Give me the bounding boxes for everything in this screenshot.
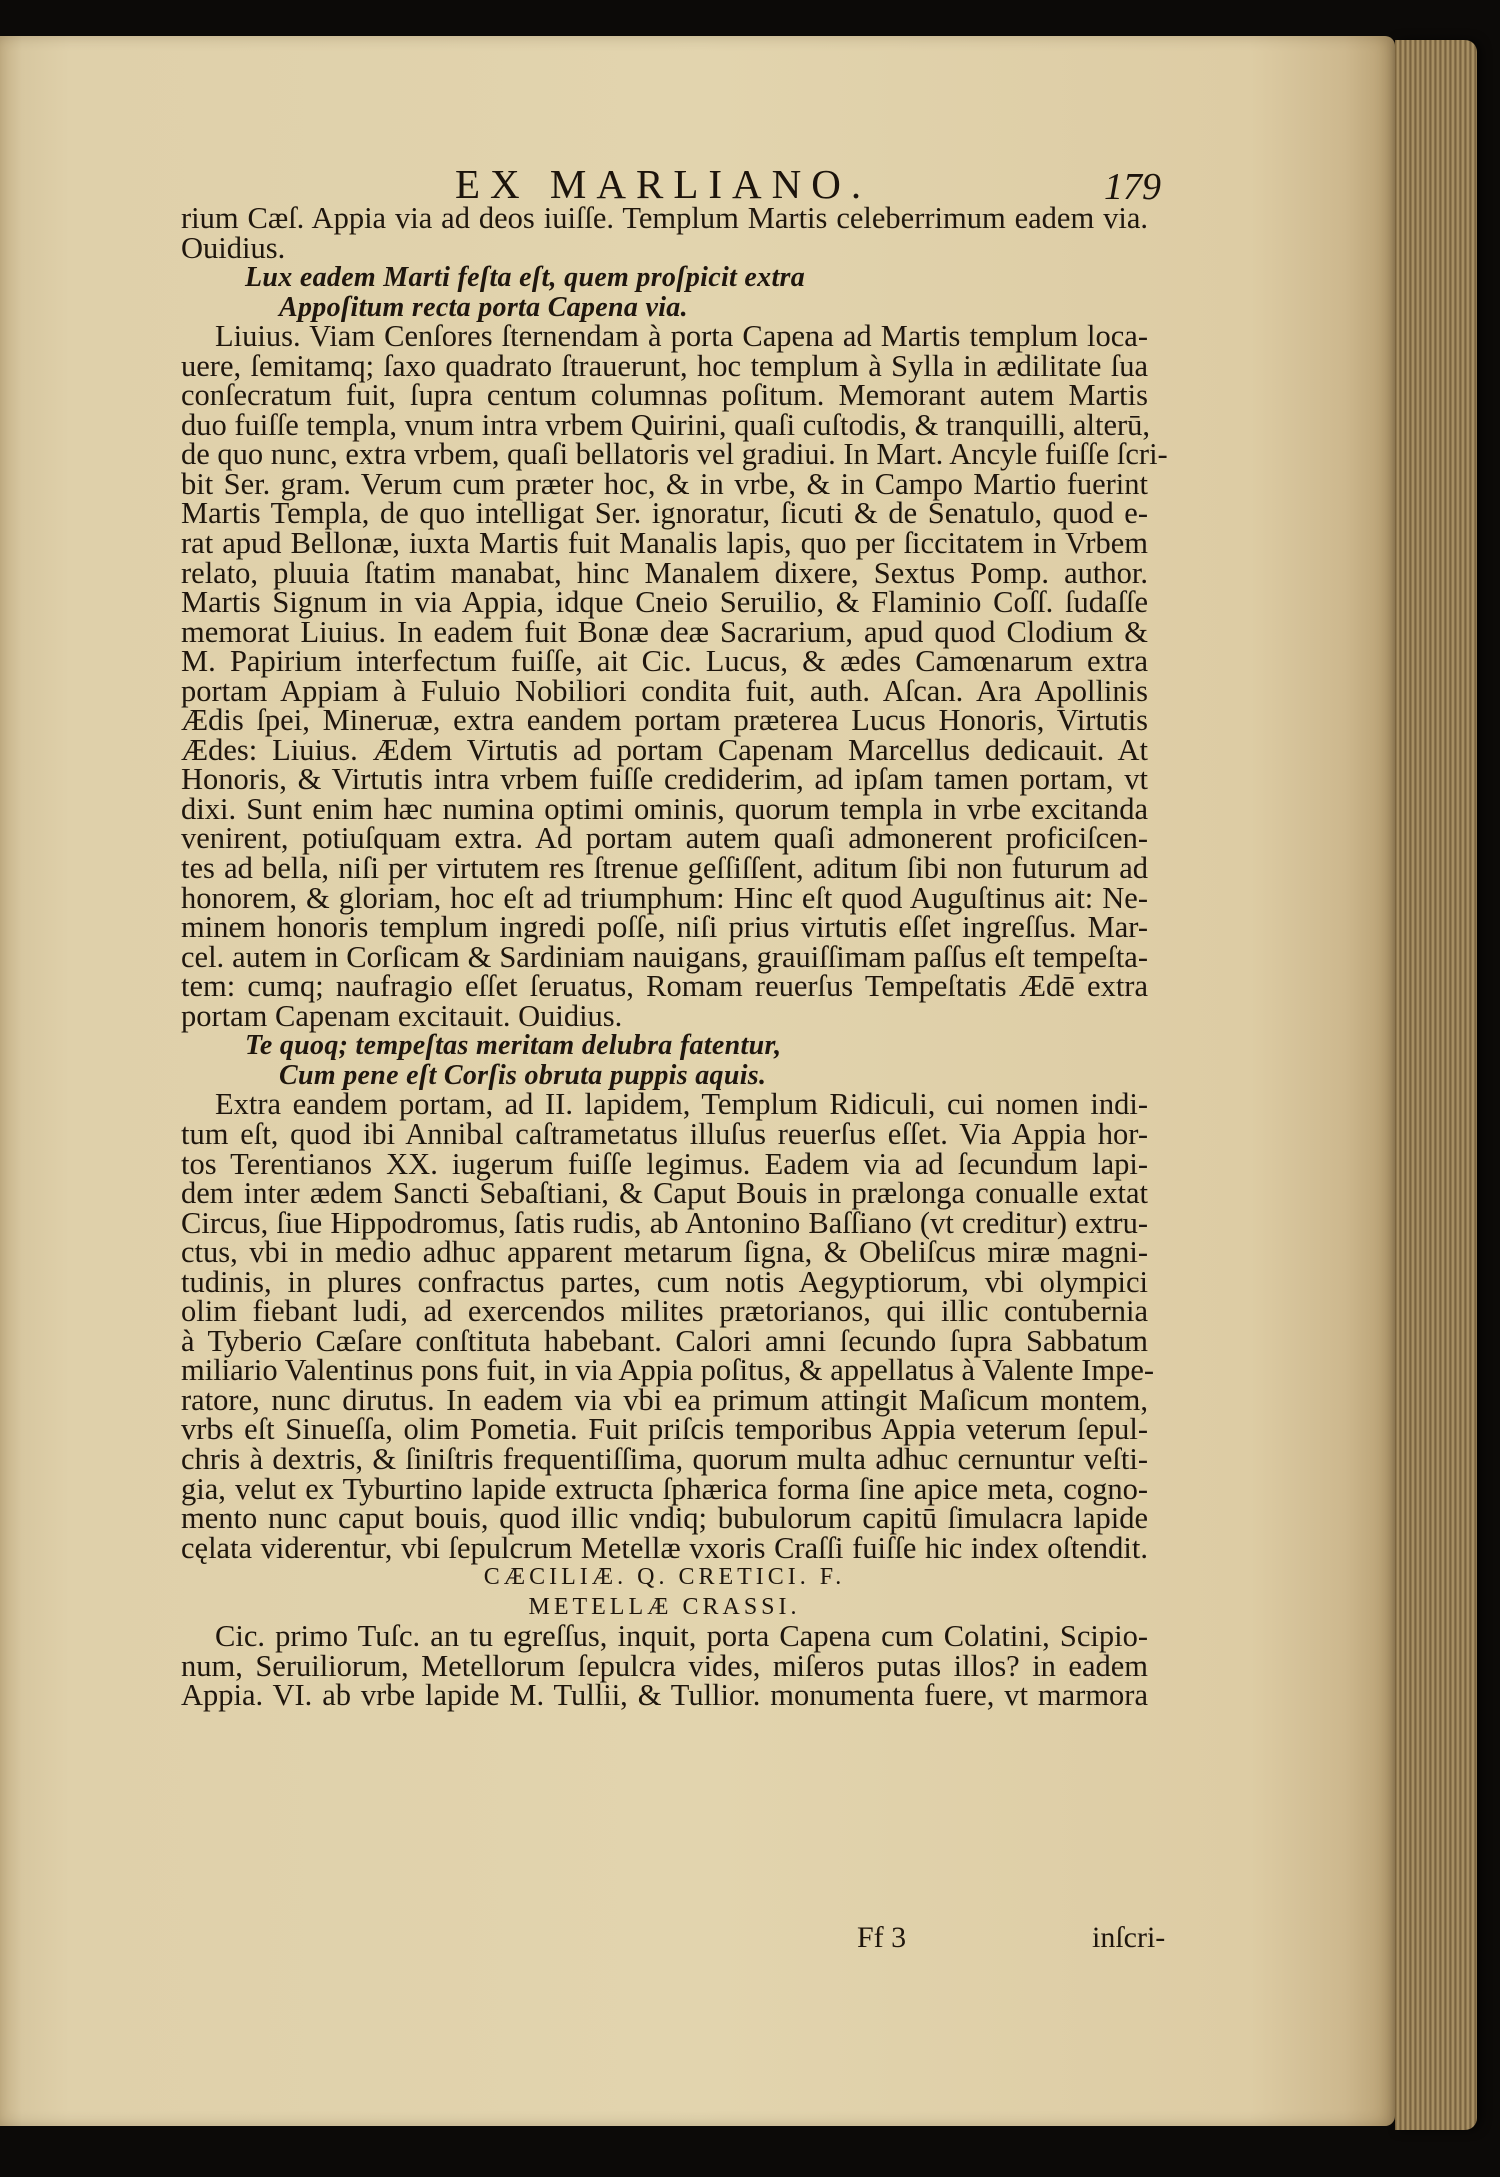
- folio-number: 179: [1104, 166, 1161, 208]
- text-line: rium Cæſ. Appia via ad deos iuiſſe. Templum Martis celeberrimum eadem via.: [181, 201, 1148, 235]
- verse-line: Lux eadem Marti feſta eſt, quem proſpicit extra: [245, 262, 806, 294]
- running-title: EX MARLIANO.: [455, 161, 872, 207]
- text-line: tum eſt, quod ibi Annibal caſtrametatus illuſus reuerſus eſſet. Via Appia hor-: [181, 1116, 1148, 1151]
- text-line: vrbs eſt Sinueſſa, olim Pometia. Fuit priſcis temporibus Appia veterum ſepul-: [181, 1412, 1148, 1447]
- inscription-line: CÆCILIÆ. Q. CRETICI. F.: [483, 1564, 846, 1591]
- text-line: Honoris, & Virtutis intra vrbem fuiſſe crediderim, ad ipſam tamen portam, vt: [181, 762, 1148, 797]
- inscription-line: METELLÆ CRASSI.: [528, 1593, 801, 1620]
- text-line: Circus, ſiue Hippodromus, ſatis rudis, ab Antonino Baſſiano (vt creditur) extru-: [181, 1205, 1148, 1240]
- text-line: cęlata viderentur, vbi ſepulcrum Metellæ vxoris Craſſi fuiſſe hic index oſtendit.: [181, 1530, 1148, 1565]
- book-fore-edge: [1395, 40, 1477, 2130]
- text-line: memorat Liuius. In eadem fuit Bonæ deæ Sacrarium, apud quod Clodium &: [181, 614, 1148, 649]
- text-line: tudinis, in plures confractus partes, cum notis Aegyptiorum, vbi olympici: [181, 1264, 1148, 1299]
- text-line: relato, pluuia ſtatim manabat, hinc Manalem dixere, Sextus Pomp. author.: [181, 555, 1148, 590]
- text-line: uere, ſemitamq; ſaxo quadrato ſtrauerunt, hoc templum à Sylla in ædilitate ſua: [181, 348, 1148, 383]
- text-line: tos Terentianos XX. iugerum fuiſſe legimus. Eadem via ad ſecundum lapi-: [181, 1146, 1148, 1181]
- text-line: gia, velut ex Tyburtino lapide extructa ſphærica forma ſine apice meta, cogno-: [181, 1471, 1148, 1506]
- text-line: Cic. primo Tuſc. an tu egreſſus, inquit, porta Capena cum Colatini, Scipio-: [215, 1619, 1148, 1654]
- text-line: num, Seruiliorum, Metellorum ſepulcra vides, miſeros putas illos? in eadem: [181, 1648, 1148, 1683]
- verse-line: Cum pene eſt Corſis obruta puppis aquis.: [279, 1059, 767, 1091]
- text-line: Martis Signum in via Appia, idque Cneio Seruilio, & Flaminio Coſſ. ſudaſſe: [181, 585, 1148, 620]
- text-line: honorem, & gloriam, hoc eſt ad triumphum: Hinc eſt quod Auguſtinus ait: Ne-: [181, 880, 1148, 915]
- text-line: rat apud Bellonæ, iuxta Martis fuit Manalis lapis, quo per ſiccitatem in Vrbem: [181, 526, 1148, 561]
- text-line: Extra eandem portam, ad II. lapidem, Templum Ridiculi, cui nomen indi-: [215, 1087, 1148, 1122]
- text-line: chris à dextris, & ſiniſtris frequentiſſima, quorum multa adhuc cernuntur veſti-: [181, 1441, 1148, 1476]
- text-line: Liuius. Viam Cenſores ſternendam à porta Capena ad Martis templum loca-: [215, 319, 1148, 354]
- text-line: olim fiebant ludi, ad exercendos milites prætorianos, qui illic contubernia: [181, 1294, 1148, 1329]
- text-line: tes ad bella, niſi per virtutem res ſtrenue geſſiſſent, aditum ſibi non futurum ad: [181, 851, 1148, 886]
- text-line: Ædes: Liuius. Ædem Virtutis ad portam Capenam Marcellus dedicauit. At: [181, 732, 1148, 767]
- catchword: inſcri-: [1092, 1921, 1166, 1954]
- text-line: M. Papirium interfectum fuiſſe, ait Cic. Lucus, & ædes Camœnarum extra: [181, 644, 1148, 679]
- text-line: Appia. VI. ab vrbe lapide M. Tullii, & Tullior. monumenta fuere, vt marmora: [181, 1678, 1148, 1713]
- verse-line: Te quoq; tempeſtas meritam delubra fatentur,: [245, 1030, 782, 1062]
- text-line: dixi. Sunt enim hæc numina optimi ominis, quorum templa in vrbe excitanda: [181, 791, 1148, 826]
- text-line: minem honoris templum ingredi poſſe, niſi prius virtutis eſſet ingreſſus. Mar-: [181, 910, 1148, 945]
- text-line: cel. autem in Corſicam & Sardiniam nauigans, grauiſſimam paſſus eſt tempeſta-: [181, 939, 1148, 974]
- text-line: dem inter ædem Sancti Sebaſtiani, & Caput Bouis in prælonga conualle extat: [181, 1176, 1148, 1211]
- text-line: conſecratum fuit, ſupra centum columnas poſitum. Memorant autem Martis: [181, 378, 1148, 413]
- text-line: Martis Templa, de quo intelligat Ser. ignoratur, ſicuti & de Senatulo, quod e-: [181, 496, 1148, 531]
- text-line: portam Capenam excitauit. Ouidius.: [181, 998, 623, 1033]
- text-line: à Tyberio Cæſare conſtituta habebant. Calori amni ſecundo ſupra Sabbatum: [181, 1323, 1148, 1358]
- text-line: Ouidius.: [181, 230, 286, 265]
- text-line: ratore, nunc dirutus. In eadem via vbi ea primum attingit Maſicum montem,: [181, 1382, 1148, 1417]
- text-line: duo fuiſſe templa, vnum intra vrbem Quirini, quaſi cuſtodis, & tranquilli, alterū,: [181, 407, 1151, 442]
- text-line: venirent, potiuſquam extra. Ad portam autem quaſi admonerent proficiſcen-: [181, 821, 1148, 856]
- verse-line: Appoſitum recta porta Capena via.: [279, 291, 688, 323]
- text-line: portam Appiam à Fuluio Nobiliori condita fuit, auth. Aſcan. Ara Apollinis: [181, 673, 1148, 708]
- text-line: ctus, vbi in medio adhuc apparent metarum ſigna, & Obeliſcus miræ magni-: [181, 1235, 1148, 1270]
- body-text: [181, 201, 1168, 1713]
- text-line: bit Ser. gram. Verum cum præter hoc, & in vrbe, & in Campo Martio fuerint: [181, 466, 1148, 501]
- text-line: tem: cumq; naufragio eſſet ſeruatus, Romam reuerſus Tempeſtatis Ædē extra: [181, 969, 1148, 1004]
- text-line: Ædis ſpei, Mineruæ, extra eandem portam præterea Lucus Honoris, Virtutis: [181, 703, 1148, 738]
- text-line: miliario Valentinus pons fuit, in via Appia poſitus, & appellatus à Valente Impe-: [181, 1353, 1155, 1388]
- signature-mark: Ff 3: [857, 1921, 907, 1954]
- text-line: mento nunc caput bouis, quod illic vndiq; bubulorum capitū ſimulacra lapide: [181, 1501, 1148, 1536]
- text-line: de quo nunc, extra vrbem, quaſi bellatoris vel gradiui. In Mart. Ancyle fuiſſe ſcri-: [181, 437, 1168, 472]
